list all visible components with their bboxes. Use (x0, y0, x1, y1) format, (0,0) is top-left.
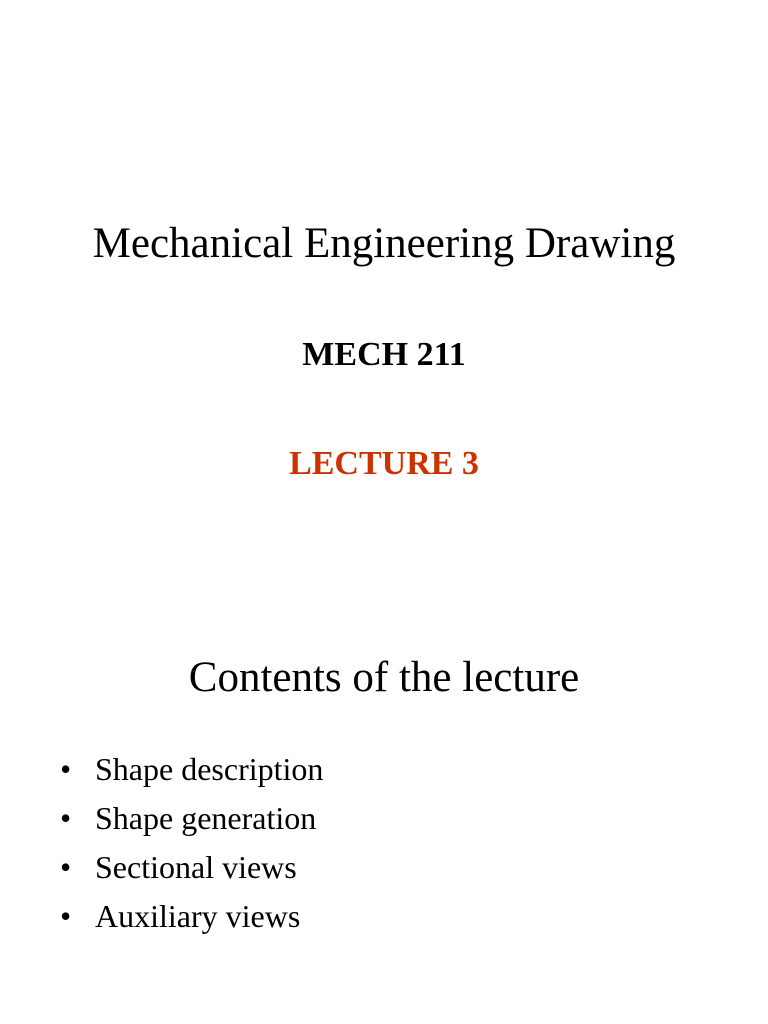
bullet-icon: • (60, 898, 72, 934)
contents-heading: Contents of the lecture (188, 654, 580, 701)
bullet-icon: • (60, 800, 72, 836)
list-item-text: Auxiliary views (95, 898, 301, 934)
bullet-icon: • (60, 849, 72, 885)
course-code: MECH 211 (302, 336, 466, 373)
bullet-icon: • (60, 751, 72, 787)
lecture-label: LECTURE 3 (289, 445, 479, 482)
list-item-text: Shape generation (95, 800, 317, 836)
list-item-text: Shape description (95, 751, 324, 787)
slide-title: Mechanical Engineering Drawing (92, 220, 676, 267)
list-item-text: Sectional views (95, 849, 297, 885)
